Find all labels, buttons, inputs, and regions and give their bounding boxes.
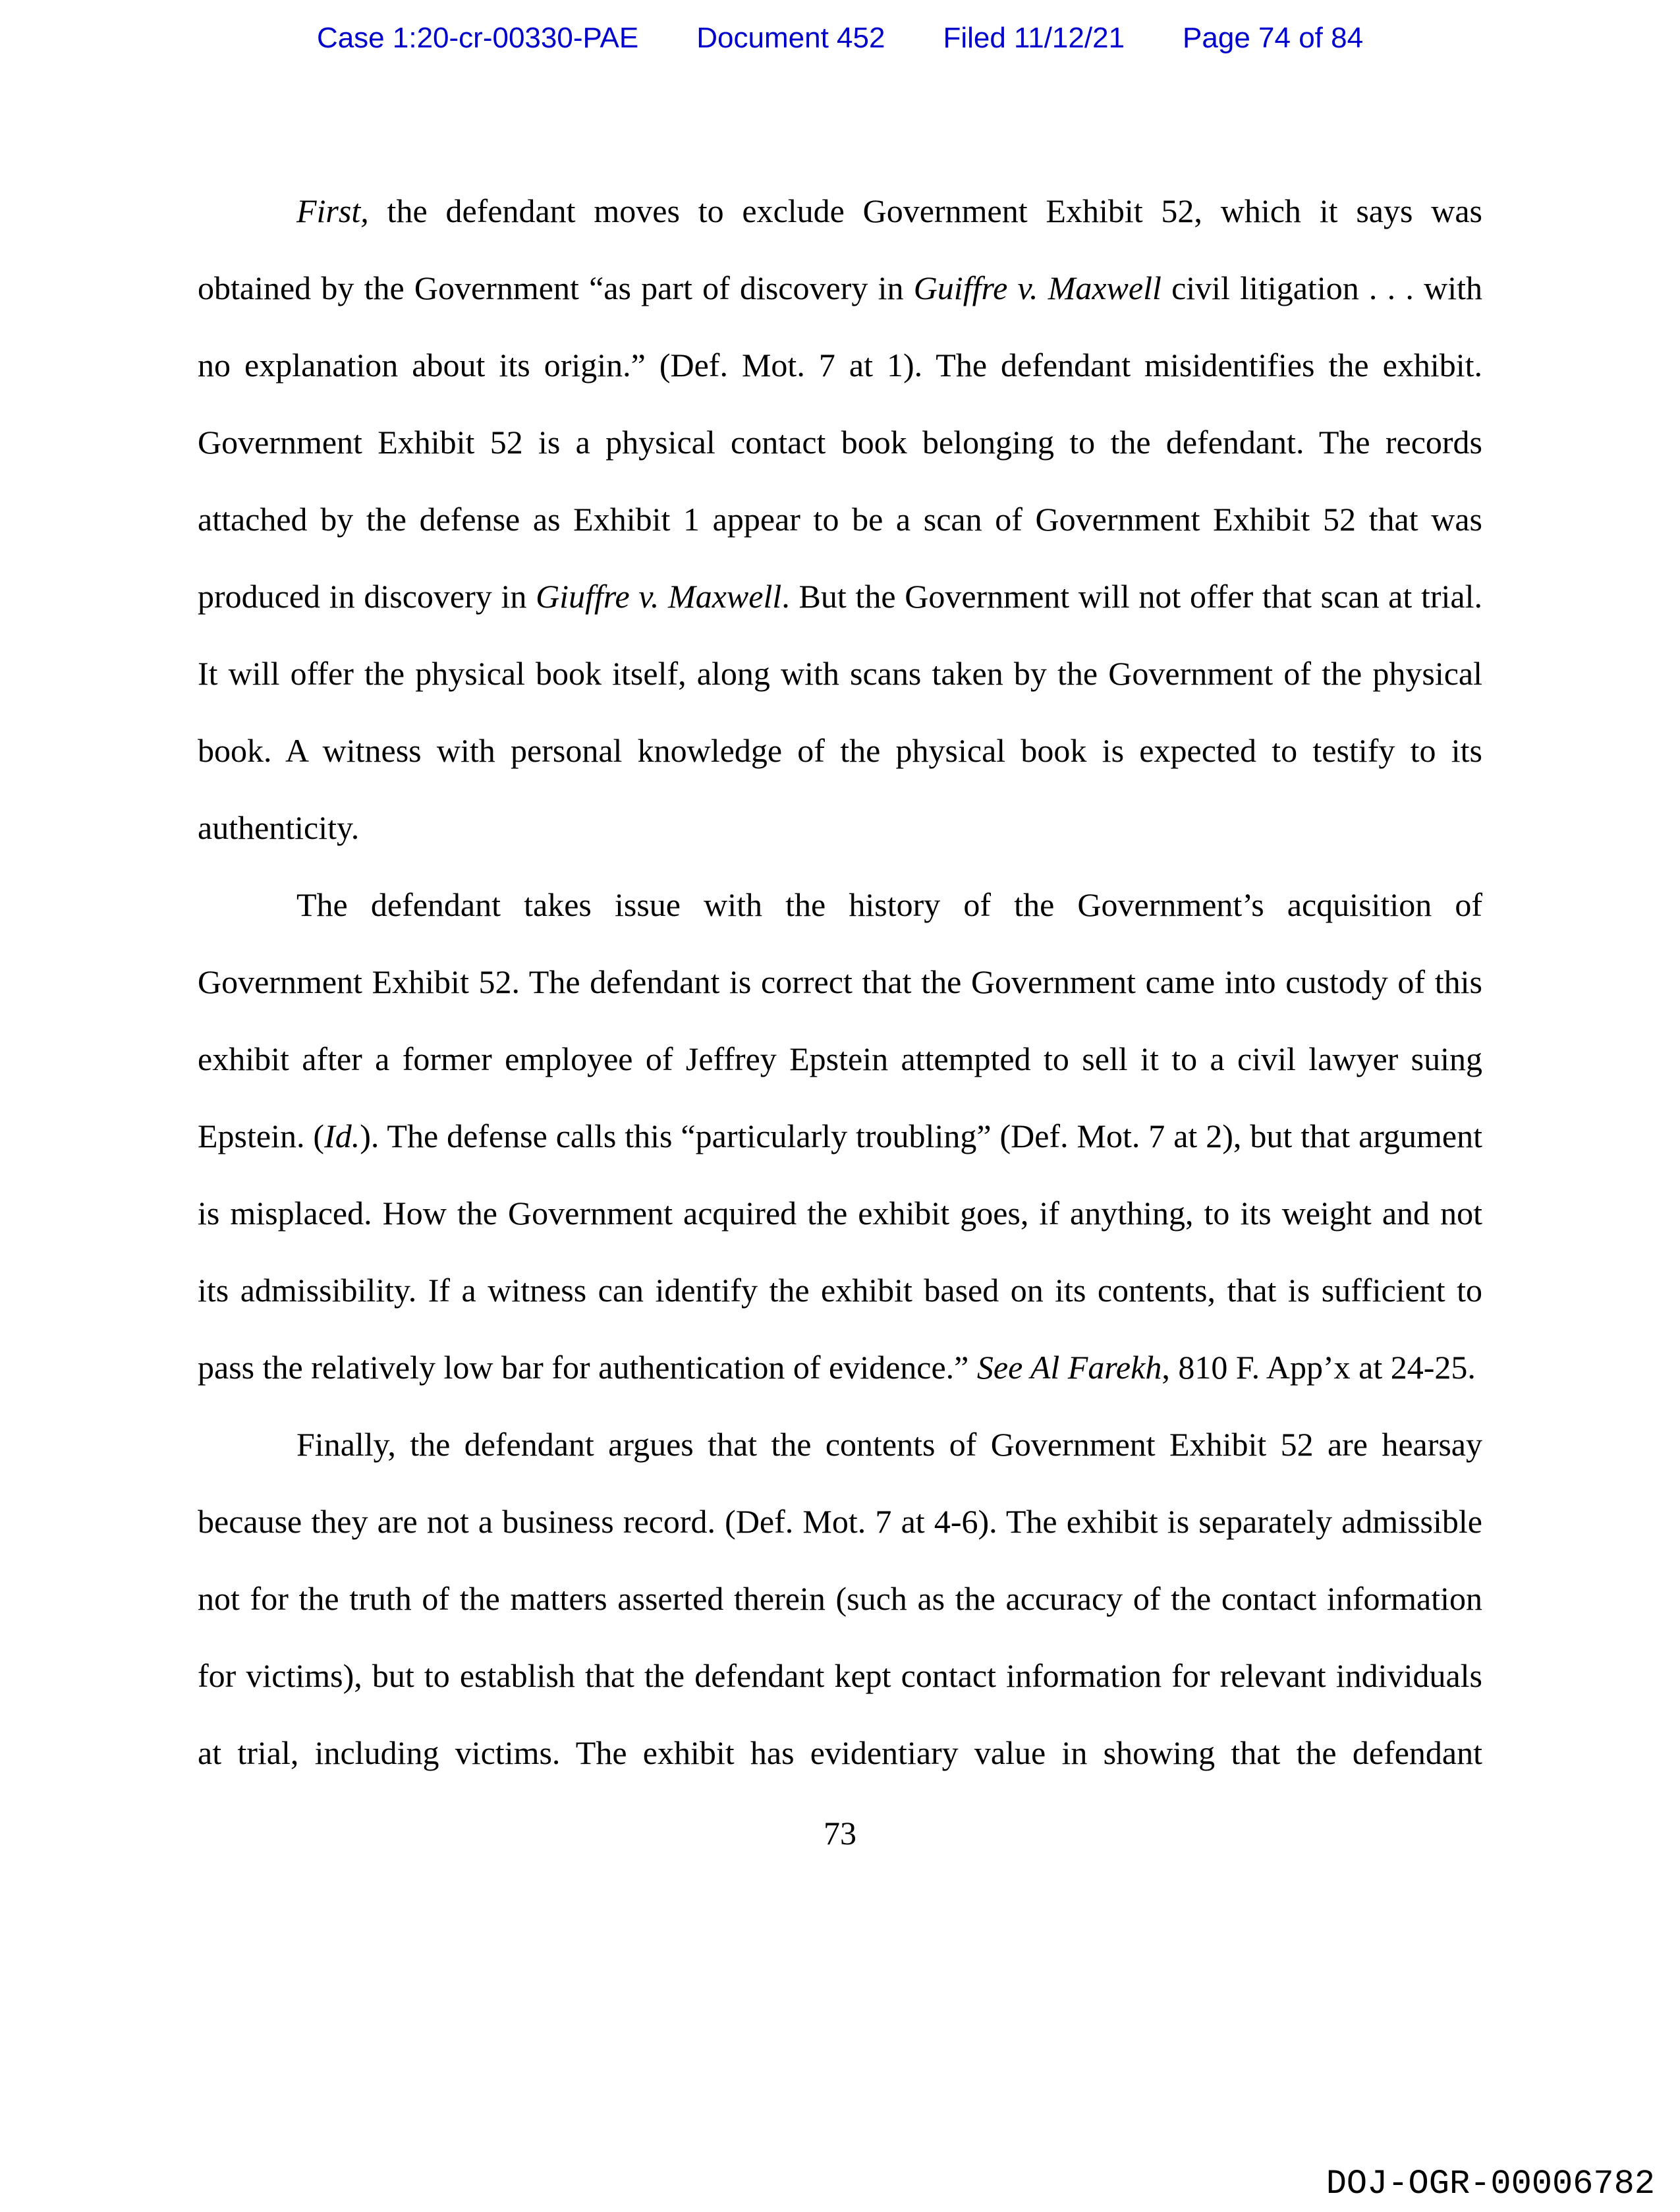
- text-run: Finally, the defendant argues that the contents of Government Exhibit 52 are hearsay because they are not a business record. (Def. Mot. 7 at 4-6). The exhibit is separately admissible not for the truth of the matters asserted therein (such as the accuracy of the contact information for victims), but to establish that the defendant kept contact information for relevant individuals at trial, including victims. The exhibit has evidentiary value in showing that the defendant: [198, 1426, 1482, 1771]
- ecf-header-document: Document 452: [696, 22, 885, 54]
- text-run: the defendant moves to exclude Government Exhibit 52, which it says was obtained by the Government “as part of discovery in: [198, 192, 1482, 306]
- italic-text-run: Giuffre v. Maxwell: [536, 578, 782, 615]
- italic-text-run: Id.: [324, 1118, 360, 1154]
- italic-text-run: See Al Farekh: [976, 1349, 1162, 1386]
- ecf-header-page: Page 74 of 84: [1183, 22, 1364, 54]
- ecf-header-filed: Filed 11/12/21: [943, 22, 1125, 54]
- text-run: . But the Government will not offer that scan at trial. It will offer the physical book itself, along with scans taken by the Government of the physical book. A witness with personal knowledge of the physical book is expected to testify to its authenticity.: [198, 578, 1483, 846]
- document-body: [198, 173, 1482, 1792]
- page-number: 73: [824, 1815, 856, 1852]
- italic-text-run: First,: [296, 192, 369, 229]
- bates-number: DOJ-OGR-00006782: [1326, 2165, 1655, 2203]
- body-paragraph-1: [198, 173, 1482, 866]
- text-run: , 810 F. App’x at 24-25.: [1162, 1349, 1476, 1386]
- text-run: civil litigation . . . with no explanation about its origin.” (Def. Mot. 7 at 1). The defendant misidentifies the exhibit. Government Exhibit 52 is a physical contact book belonging to the defendant. The records attached by the defense as Exhibit 1 appear to be a scan of Government Exhibit 52 that was produced in discovery in: [198, 269, 1482, 615]
- text-run: The defendant takes issue with the history of the Government’s acquisition of Government Exhibit 52. The defendant is correct that the Government came into custody of this exhibit after a former employee of Jeffrey Epstein attempted to sell it to a civil lawyer suing Epstein. (: [198, 886, 1482, 1154]
- body-paragraph-2: [198, 866, 1482, 1406]
- text-run: ). The defense calls this “particularly troubling” (Def. Mot. 7 at 2), but that argument is misplaced. How the Government acquired the exhibit goes, if anything, to its weight and not its admissibility. If a witness can identify the exhibit based on its contents, that is sufficient to pass the relatively low bar for authentication of evidence.”: [198, 1118, 1482, 1386]
- ecf-header: [0, 22, 1680, 54]
- italic-text-run: Guiffre v. Maxwell: [913, 269, 1162, 306]
- ecf-header-case: Case 1:20-cr-00330-PAE: [316, 22, 639, 54]
- body-paragraph-3: [198, 1406, 1482, 1792]
